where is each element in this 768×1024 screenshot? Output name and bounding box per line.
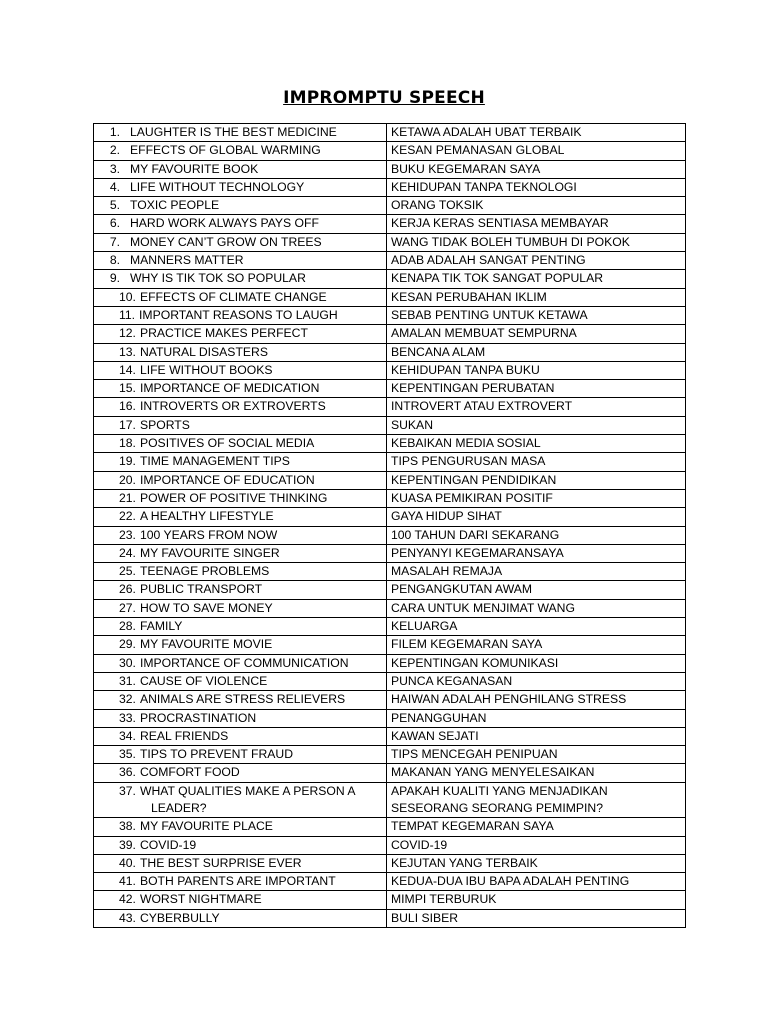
english-topic-text: REAL FRIENDS [139, 728, 229, 743]
table-row [94, 854, 686, 872]
topic-number: 19. [119, 454, 136, 469]
english-topic-text: MY FAVOURITE BOOK [130, 161, 259, 176]
table-row [94, 544, 686, 562]
malay-topic-text: KEPENTINGAN PERUBATAN [391, 381, 555, 396]
malay-topic-cell [387, 306, 686, 324]
table-row [94, 160, 686, 178]
malay-topic-text: KESAN PERUBAHAN IKLIM [391, 289, 547, 304]
malay-topic-text-continued: SESEORANG SEORANG PEMIMPIN? [391, 800, 603, 815]
malay-topic-text: KEHIDUPAN TANPA TEKNOLOGI [391, 179, 577, 194]
english-topic-cell [94, 618, 387, 636]
english-topic-text: WHY IS TIK TOK SO POPULAR [130, 271, 306, 286]
table-row [94, 142, 686, 160]
english-topic-cell [94, 398, 387, 416]
english-topic-cell [94, 818, 387, 836]
topic-number: 30. [119, 655, 136, 670]
malay-topic-cell [387, 563, 686, 581]
table-row [94, 270, 686, 288]
malay-topic-cell [387, 709, 686, 727]
english-topic-cell [94, 489, 387, 507]
table-row [94, 526, 686, 544]
english-topic-cell [94, 654, 387, 672]
table-row [94, 215, 686, 233]
english-topic-text: LIFE WITHOUT BOOKS [139, 362, 273, 377]
english-topic-text: MANNERS MATTER [130, 253, 244, 268]
malay-topic-text: 100 TAHUN DARI SEKARANG [391, 527, 560, 542]
english-topic-text: WHAT QUALITIES MAKE A PERSON A [139, 783, 356, 798]
topic-number: 36. [119, 765, 136, 780]
malay-topic-text: SEBAB PENTING UNTUK KETAWA [391, 307, 588, 322]
english-topic-cell [94, 270, 387, 288]
malay-topic-text: KAWAN SEJATI [391, 728, 479, 743]
table-row [94, 891, 686, 909]
malay-topic-text: MIMPI TERBURUK [391, 892, 497, 907]
topic-number: 28. [119, 619, 136, 634]
table-row [94, 380, 686, 398]
malay-topic-text: KELUARGA [391, 619, 458, 634]
table-row [94, 563, 686, 581]
malay-topic-text: GAYA HIDUP SIHAT [391, 509, 502, 524]
malay-topic-cell [387, 873, 686, 891]
topic-number: 23. [119, 527, 136, 542]
malay-topic-text: FILEM KEGEMARAN SAYA [391, 637, 543, 652]
english-topic-text: MY FAVOURITE MOVIE [139, 637, 273, 652]
malay-topic-text: KEBAIKAN MEDIA SOSIAL [391, 436, 541, 451]
malay-topic-cell [387, 891, 686, 909]
english-topic-cell [94, 197, 387, 215]
topic-number: 33. [119, 710, 136, 725]
table-row [94, 618, 686, 636]
malay-topic-cell [387, 160, 686, 178]
english-topic-cell [94, 563, 387, 581]
malay-topic-cell [387, 746, 686, 764]
english-topic-cell [94, 142, 387, 160]
topic-number: 9. [109, 271, 120, 286]
english-topic-text: WORST NIGHTMARE [139, 892, 262, 907]
table-row [94, 873, 686, 891]
malay-topic-text: PUNCA KEGANASAN [391, 673, 513, 688]
malay-topic-cell [387, 380, 686, 398]
english-topic-cell [94, 343, 387, 361]
malay-topic-text: HAIWAN ADALAH PENGHILANG STRESS [391, 692, 627, 707]
english-topic-text: POSITIVES OF SOCIAL MEDIA [139, 436, 315, 451]
topic-number: 16. [119, 399, 136, 414]
english-topic-cell [94, 252, 387, 270]
malay-topic-cell [387, 343, 686, 361]
english-topic-text: FAMILY [139, 619, 183, 634]
table-row [94, 691, 686, 709]
malay-topic-cell [387, 691, 686, 709]
english-topic-text: MY FAVOURITE SINGER [139, 545, 280, 560]
english-topic-text: TIPS TO PREVENT FRAUD [139, 747, 294, 762]
table-row [94, 489, 686, 507]
table-row [94, 672, 686, 690]
malay-topic-text: KEPENTINGAN PENDIDIKAN [391, 472, 557, 487]
topic-number: 21. [119, 490, 136, 505]
topic-number: 31. [119, 673, 136, 688]
malay-topic-cell [387, 252, 686, 270]
english-topic-text: EFFECTS OF GLOBAL WARMING [130, 143, 321, 158]
malay-topic-cell [387, 764, 686, 782]
malay-topic-cell [387, 544, 686, 562]
english-topic-text: IMPORTANCE OF COMMUNICATION [139, 655, 349, 670]
topic-number: 15. [119, 381, 136, 396]
table-row [94, 233, 686, 251]
malay-topic-text: KEHIDUPAN TANPA BUKU [391, 362, 540, 377]
malay-topic-cell [387, 818, 686, 836]
english-topic-cell [94, 909, 387, 927]
english-topic-cell [94, 636, 387, 654]
malay-topic-cell [387, 453, 686, 471]
english-topic-text: PUBLIC TRANSPORT [139, 582, 263, 597]
malay-topic-text: MAKANAN YANG MENYELESAIKAN [391, 765, 595, 780]
malay-topic-text: APAKAH KUALITI YANG MENJADIKAN [391, 783, 608, 798]
table-row [94, 909, 686, 927]
english-topic-text: IMPORTANT REASONS TO LAUGH [139, 307, 338, 322]
topic-number: 14. [119, 362, 136, 377]
table-body [94, 124, 686, 928]
malay-topic-cell [387, 672, 686, 690]
english-topic-text: POWER OF POSITIVE THINKING [139, 490, 328, 505]
english-topic-text: MY FAVOURITE PLACE [139, 819, 273, 834]
table-row [94, 782, 686, 818]
malay-topic-cell [387, 526, 686, 544]
topic-number: 41. [119, 874, 136, 889]
english-topic-text: A HEALTHY LIFESTYLE [139, 509, 274, 524]
english-topic-text: 100 YEARS FROM NOW [139, 527, 278, 542]
english-topic-text-continued: LEADER? [151, 800, 207, 815]
english-topic-cell [94, 727, 387, 745]
english-topic-cell [94, 764, 387, 782]
english-topic-text: LAUGHTER IS THE BEST MEDICINE [130, 125, 337, 139]
topic-number: 32. [119, 692, 136, 707]
topic-number: 12. [119, 326, 136, 341]
malay-topic-cell [387, 599, 686, 617]
table-row [94, 343, 686, 361]
topic-number: 13. [119, 344, 136, 359]
english-topic-cell [94, 325, 387, 343]
topic-number: 25. [119, 564, 136, 579]
topic-number: 17. [119, 417, 136, 432]
english-topic-text: EFFECTS OF CLIMATE CHANGE [139, 289, 327, 304]
malay-topic-text: AMALAN MEMBUAT SEMPURNA [391, 326, 577, 341]
english-topic-text: BOTH PARENTS ARE IMPORTANT [139, 874, 336, 889]
english-topic-cell [94, 288, 387, 306]
english-topic-cell [94, 526, 387, 544]
topic-number: 8. [109, 253, 120, 268]
malay-topic-cell [387, 854, 686, 872]
english-topic-cell [94, 435, 387, 453]
english-topic-text: HOW TO SAVE MONEY [139, 600, 273, 615]
malay-topic-text: MASALAH REMAJA [391, 564, 503, 579]
topic-number: 4. [109, 179, 120, 194]
topic-number: 22. [119, 509, 136, 524]
table-row [94, 325, 686, 343]
table-row [94, 836, 686, 854]
topic-number: 34. [119, 728, 136, 743]
malay-topic-text: KUASA PEMIKIRAN POSITIF [391, 490, 553, 505]
table-row [94, 252, 686, 270]
english-topic-cell [94, 215, 387, 233]
english-topic-cell [94, 160, 387, 178]
english-topic-cell [94, 544, 387, 562]
topic-number: 18. [119, 436, 136, 451]
malay-topic-text: KENAPA TIK TOK SANGAT POPULAR [391, 271, 603, 286]
english-topic-text: IMPORTANCE OF EDUCATION [139, 472, 315, 487]
table-row [94, 288, 686, 306]
table-row [94, 361, 686, 379]
malay-topic-text: PENGANGKUTAN AWAM [391, 582, 533, 597]
english-topic-cell [94, 599, 387, 617]
malay-topic-text: KETAWA ADALAH UBAT TERBAIK [391, 125, 582, 139]
english-topic-text: TEENAGE PROBLEMS [139, 564, 270, 579]
topic-number: 26. [119, 582, 136, 597]
english-topic-cell [94, 672, 387, 690]
topic-number: 27. [119, 600, 136, 615]
table-row [94, 197, 686, 215]
english-topic-text: THE BEST SURPRISE EVER [139, 855, 302, 870]
malay-topic-cell [387, 288, 686, 306]
english-topic-text: MONEY CAN’T GROW ON TREES [130, 234, 322, 249]
english-topic-text: TIME MANAGEMENT TIPS [139, 454, 290, 469]
malay-topic-text: TIPS MENCEGAH PENIPUAN [391, 747, 558, 762]
malay-topic-text: ADAB ADALAH SANGAT PENTING [391, 253, 586, 268]
english-topic-text: ANIMALS ARE STRESS RELIEVERS [139, 692, 346, 707]
malay-topic-text: TIPS PENGURUSAN MASA [391, 454, 546, 469]
english-topic-cell [94, 891, 387, 909]
topic-number: 1. [109, 125, 120, 139]
malay-topic-text: KEDUA-DUA IBU BAPA ADALAH PENTING [391, 874, 630, 889]
malay-topic-text: BENCANA ALAM [391, 344, 486, 359]
english-topic-text: COMFORT FOOD [139, 765, 240, 780]
english-topic-text: CYBERBULLY [139, 910, 220, 925]
english-topic-cell [94, 581, 387, 599]
table-row [94, 453, 686, 471]
malay-topic-text: COVID-19 [391, 837, 448, 852]
topic-number: 10. [119, 289, 136, 304]
english-topic-cell [94, 233, 387, 251]
english-topic-cell [94, 873, 387, 891]
malay-topic-text: ORANG TOKSIK [391, 198, 484, 213]
topic-number: 35. [119, 747, 136, 762]
malay-topic-cell [387, 782, 686, 818]
malay-topic-cell [387, 489, 686, 507]
topic-number: 20. [119, 472, 136, 487]
english-topic-text: SPORTS [139, 417, 190, 432]
topic-number: 37. [119, 783, 136, 798]
malay-topic-cell [387, 435, 686, 453]
malay-topic-cell [387, 727, 686, 745]
table-row [94, 654, 686, 672]
page-title: IMPROMPTU SPEECH [283, 88, 485, 108]
topic-number: 3. [109, 161, 120, 176]
malay-topic-cell [387, 581, 686, 599]
malay-topic-cell [387, 416, 686, 434]
english-topic-cell [94, 124, 387, 142]
malay-topic-text: TEMPAT KEGEMARAN SAYA [391, 819, 554, 834]
malay-topic-cell [387, 398, 686, 416]
malay-topic-cell [387, 508, 686, 526]
english-topic-text: TOXIC PEOPLE [130, 198, 220, 213]
malay-topic-text: BULI SIBER [391, 910, 459, 925]
table-row [94, 746, 686, 764]
malay-topic-text: CARA UNTUK MENJIMAT WANG [391, 600, 575, 615]
topic-number: 7. [109, 234, 120, 249]
english-topic-text: INTROVERTS OR EXTROVERTS [139, 399, 326, 414]
malay-topic-cell [387, 124, 686, 142]
english-topic-text: HARD WORK ALWAYS PAYS OFF [130, 216, 319, 231]
topic-number: 6. [109, 216, 120, 231]
topic-number: 43. [119, 910, 136, 925]
table-row [94, 178, 686, 196]
malay-topic-text: BUKU KEGEMARAN SAYA [391, 161, 541, 176]
malay-topic-cell [387, 325, 686, 343]
english-topic-text: PROCRASTINATION [139, 710, 257, 725]
malay-topic-cell [387, 361, 686, 379]
malay-topic-text: KERJA KERAS SENTIASA MEMBAYAR [391, 216, 609, 231]
english-topic-cell [94, 854, 387, 872]
malay-topic-text: KEJUTAN YANG TERBAIK [391, 855, 538, 870]
table-row [94, 709, 686, 727]
table-row [94, 435, 686, 453]
malay-topic-cell [387, 142, 686, 160]
table-row [94, 581, 686, 599]
malay-topic-cell [387, 197, 686, 215]
malay-topic-cell [387, 270, 686, 288]
malay-topic-cell [387, 909, 686, 927]
topic-number: 5. [109, 198, 120, 213]
table-row [94, 818, 686, 836]
malay-topic-text: KEPENTINGAN KOMUNIKASI [391, 655, 559, 670]
malay-topic-text: WANG TIDAK BOLEH TUMBUH DI POKOK [391, 234, 630, 249]
malay-topic-cell [387, 215, 686, 233]
english-topic-text: NATURAL DISASTERS [139, 344, 268, 359]
topic-number: 40. [119, 855, 136, 870]
topic-number: 29. [119, 637, 136, 652]
table-row [94, 124, 686, 142]
topic-number: 11. [119, 307, 136, 322]
table-row [94, 636, 686, 654]
english-topic-cell [94, 746, 387, 764]
table-row [94, 508, 686, 526]
topic-number: 24. [119, 545, 136, 560]
malay-topic-cell [387, 654, 686, 672]
malay-topic-cell [387, 233, 686, 251]
table-row [94, 764, 686, 782]
malay-topic-text: KESAN PEMANASAN GLOBAL [391, 143, 565, 158]
english-topic-cell [94, 416, 387, 434]
table-row [94, 306, 686, 324]
topic-number: 38. [119, 819, 136, 834]
english-topic-text: PRACTICE MAKES PERFECT [139, 326, 308, 341]
malay-topic-text: INTROVERT ATAU EXTROVERT [391, 399, 573, 414]
table-row [94, 727, 686, 745]
table-row [94, 599, 686, 617]
english-topic-cell [94, 508, 387, 526]
malay-topic-cell [387, 836, 686, 854]
english-topic-cell [94, 691, 387, 709]
english-topic-cell [94, 782, 387, 818]
topic-number: 39. [119, 837, 136, 852]
english-topic-text: CAUSE OF VIOLENCE [139, 673, 268, 688]
english-topic-text: COVID-19 [139, 837, 197, 852]
english-topic-cell [94, 453, 387, 471]
english-topic-cell [94, 306, 387, 324]
malay-topic-text: PENANGGUHAN [391, 710, 487, 725]
english-topic-cell [94, 178, 387, 196]
table-row [94, 471, 686, 489]
english-topic-cell [94, 709, 387, 727]
topic-number: 42. [119, 892, 136, 907]
malay-topic-cell [387, 471, 686, 489]
malay-topic-text: PENYANYI KEGEMARANSAYA [391, 545, 564, 560]
table-row [94, 398, 686, 416]
malay-topic-cell [387, 178, 686, 196]
speech-topics-table [93, 123, 686, 928]
english-topic-cell [94, 361, 387, 379]
english-topic-cell [94, 836, 387, 854]
english-topic-text: IMPORTANCE OF MEDICATION [139, 381, 320, 396]
malay-topic-text: SUKAN [391, 417, 433, 432]
english-topic-text: LIFE WITHOUT TECHNOLOGY [130, 179, 305, 194]
malay-topic-cell [387, 618, 686, 636]
english-topic-cell [94, 471, 387, 489]
table-row [94, 416, 686, 434]
topic-number: 2. [109, 143, 120, 158]
malay-topic-cell [387, 636, 686, 654]
english-topic-cell [94, 380, 387, 398]
